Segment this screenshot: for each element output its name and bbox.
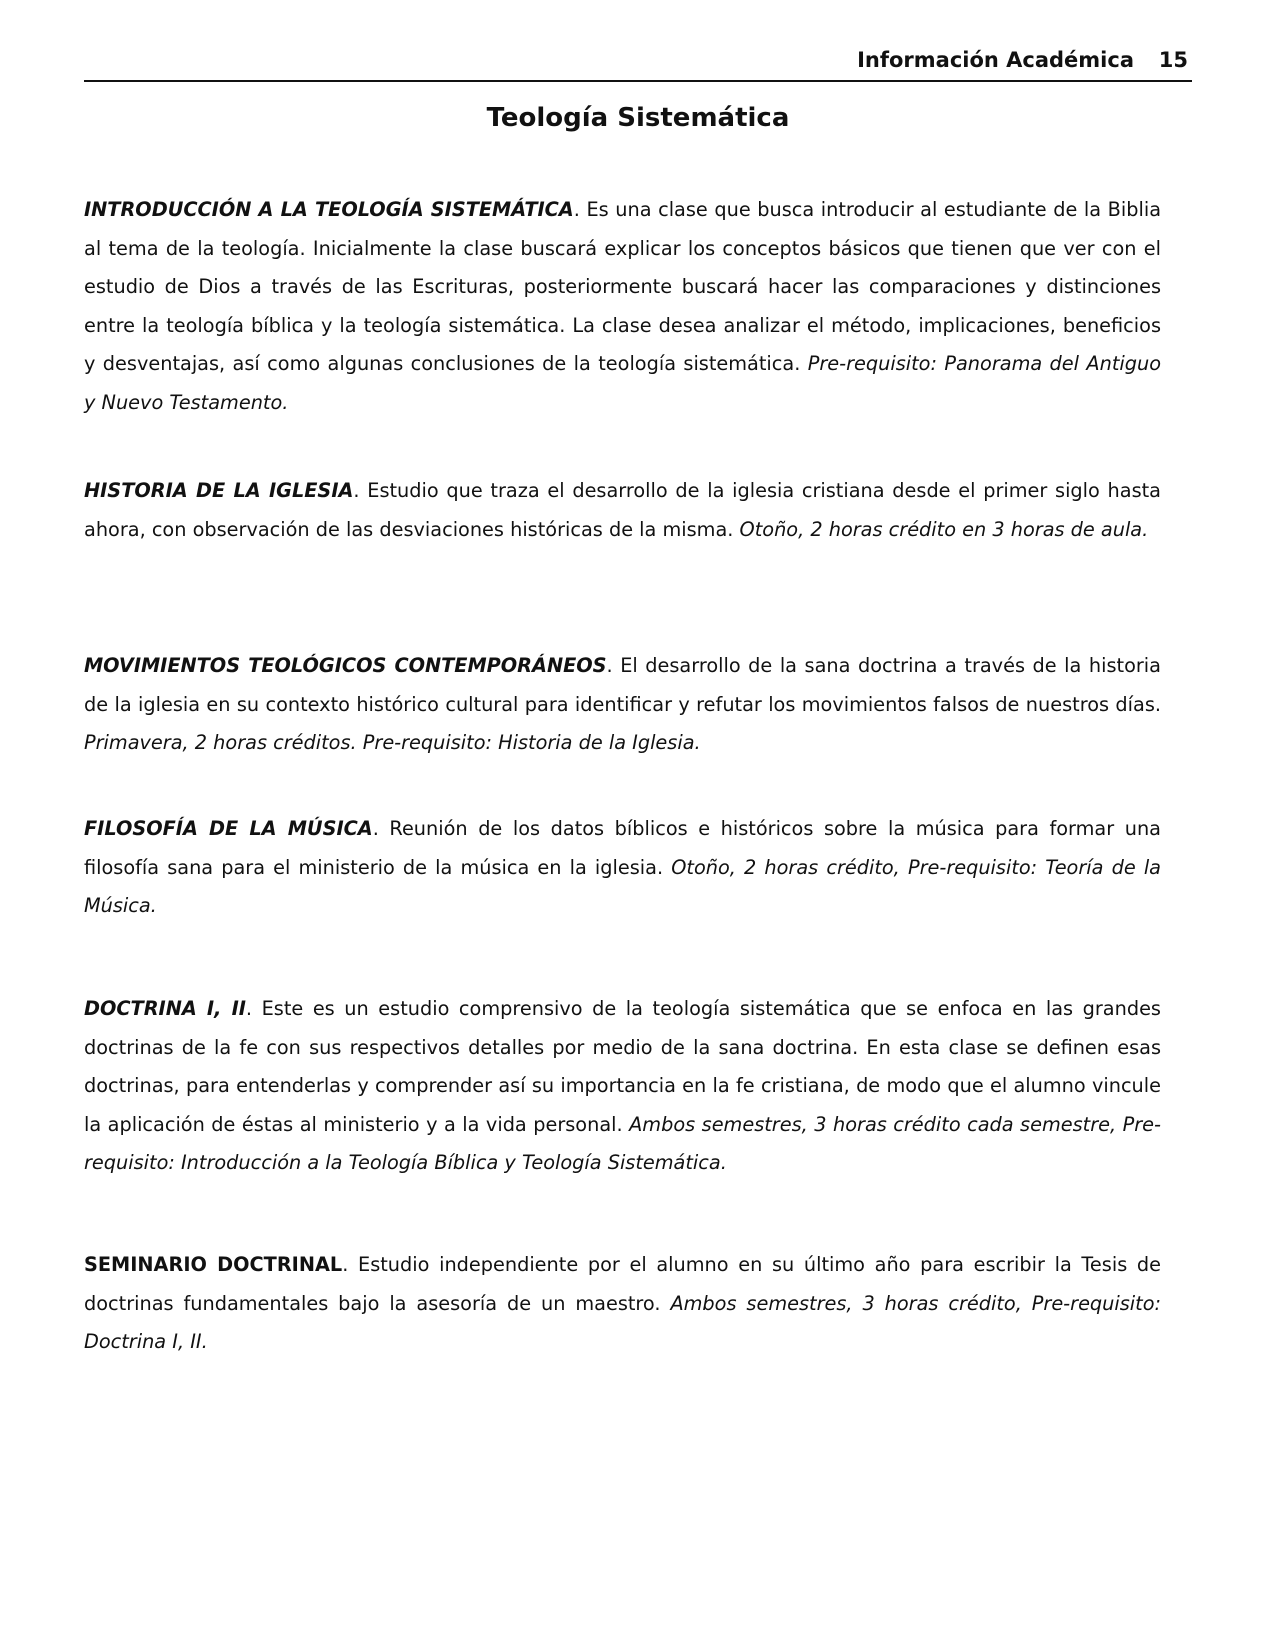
header-section-title: Información Académica	[857, 48, 1134, 72]
course-name: FILOSOFÍA DE LA MÚSICA	[84, 817, 373, 840]
course-details: Primavera, 2 horas créditos. Pre-requisito: Historia de la Iglesia.	[84, 731, 701, 754]
course-details: Otoño, 2 horas crédito en 3 horas de aula.	[739, 517, 1149, 541]
course-name: MOVIMIENTOS TEOLÓGICOS CONTEMPORÁNEOS	[84, 654, 607, 677]
page-number: 15	[1158, 48, 1188, 72]
course-entry	[84, 1246, 1161, 1362]
course-entry	[84, 472, 1161, 549]
course-description: . Estudio independiente por el alumno en su último año para escribir la Tesis de doctrinas fundamentales bajo la asesoría de un maestro.	[84, 1253, 1162, 1315]
course-description: . Este es un estudio comprensivo de la teología sistemática que se enfoca en las grandes doctrinas de la fe con sus respectivos detalles por medio de la sana doctrina. En esta clase se definen esas doctrinas, para entenderlas y comprender así su importancia en la fe cristiana, de modo que el alumno vincule la aplicación de éstas al ministerio y a la vida personal.	[84, 997, 1161, 1136]
course-details: Otoño, 2 horas crédito, Pre-requisito: Teoría de la Música.	[84, 855, 1161, 917]
course-details: Ambos semestres, 3 horas crédito cada semestre, Pre-requisito: Introducción a la Teología Bíblica y Teología Sistemática.	[84, 1112, 1161, 1174]
course-entry	[84, 647, 1161, 763]
course-entry	[84, 990, 1161, 1183]
course-entry	[84, 810, 1161, 926]
page-header	[84, 44, 1192, 82]
page-title: Teología Sistemática	[486, 103, 790, 133]
course-description: . El desarrollo de la sana doctrina a través de la historia de la iglesia en su contexto histórico cultural para identificar y refutar los movimientos falsos de nuestros días.	[84, 654, 1161, 716]
course-name: SEMINARIO DOCTRINAL	[84, 1253, 343, 1276]
course-description: . Estudio que traza el desarrollo de la iglesia cristiana desde el primer siglo hasta ahora, con observación de las desviaciones históricas de la misma.	[84, 479, 1161, 541]
course-description: . Reunión de los datos bíblicos e históricos sobre la música para formar una filosofía sana para el ministerio de la música en la iglesia.	[84, 817, 1161, 879]
course-details: Ambos semestres, 3 horas crédito, Pre-requisito: Doctrina I, II.	[84, 1291, 1162, 1353]
course-name: INTRODUCCIÓN A LA TEOLOGÍA SISTEMÁTICA	[84, 198, 574, 221]
course-details: Pre-requisito: Panorama del Antiguo y Nuevo Testamento.	[84, 352, 1161, 414]
course-description: . Es una clase que busca introducir al estudiante de la Biblia al tema de la teología. Inicialmente la clase buscará explicar los conceptos básicos que tienen que ver con el estudio de Dios a través de las Escrituras, posteriormente buscará hacer las comparaciones y distinciones entre la teología bíblica y la teología sistemática. La clase desea analizar el método, implicaciones, beneficios y desventajas, así como algunas conclusiones de la teología sistemática.	[84, 198, 1162, 375]
course-name: HISTORIA DE LA IGLESIA	[84, 479, 354, 502]
course-name: DOCTRINA I, II	[84, 997, 246, 1020]
course-entry	[84, 191, 1161, 422]
